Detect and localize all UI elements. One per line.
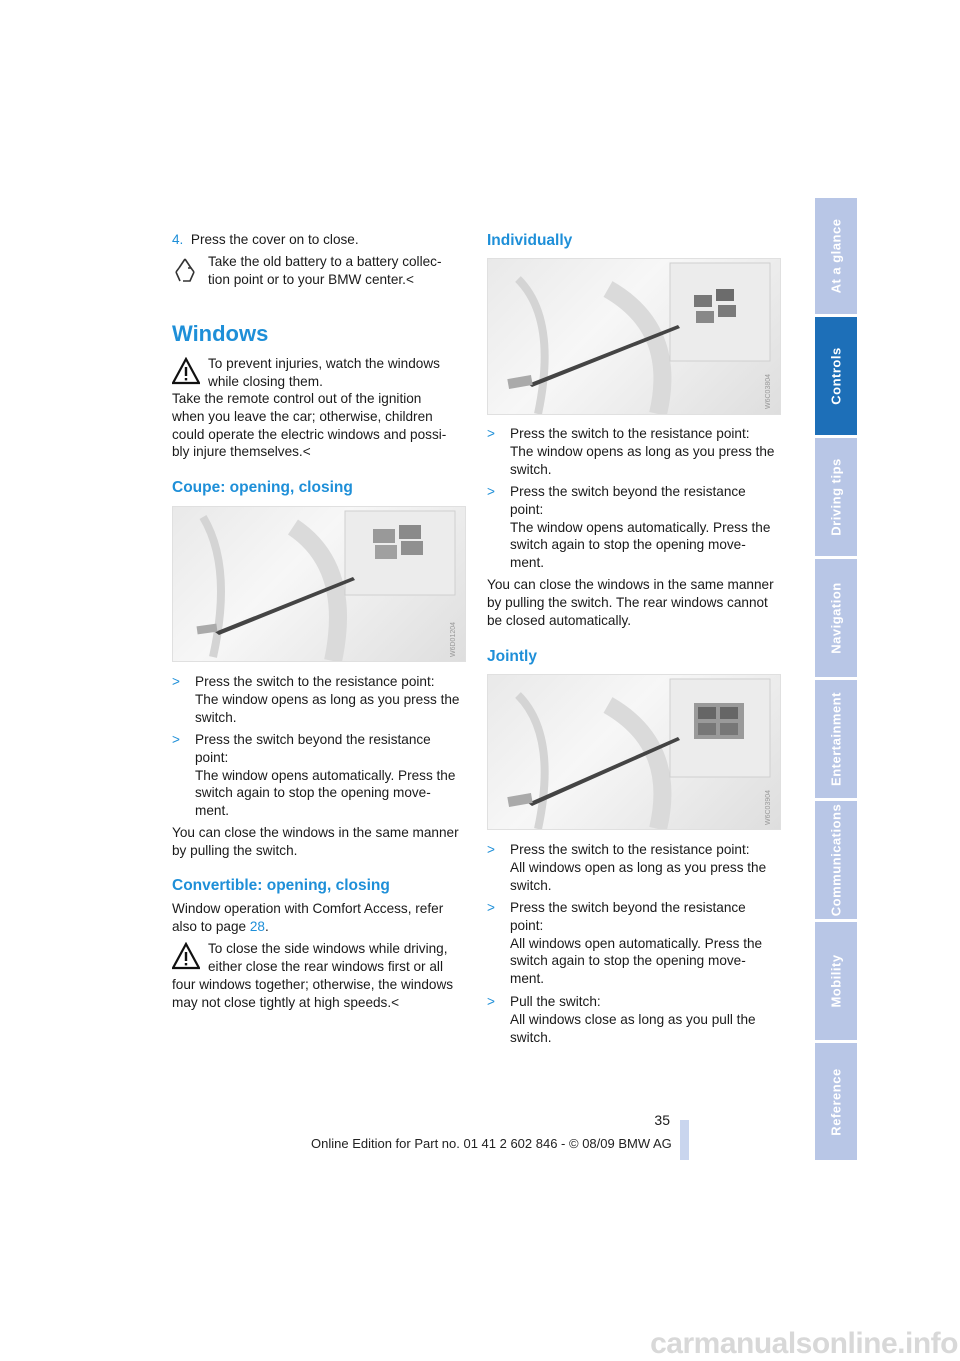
tab-entertainment[interactable]: Entertainment <box>815 680 857 798</box>
tab-at-a-glance[interactable]: At a glance <box>815 198 857 314</box>
coupe-bullet-1: > Press the switch to the resistance point: The window opens as long as you press the switch. <box>172 674 460 725</box>
footer-text: Online Edition for Part no. 01 41 2 602 846 - © 08/09 BMW AG <box>311 1136 672 1151</box>
individually-switch-photo <box>487 258 781 415</box>
warning-icon <box>172 942 200 970</box>
coupe-bullet-2: > Press the switch beyond the resistance point: The window opens automatically. Press the switch again to stop the opening move- ment. <box>172 732 456 819</box>
image-code: W6C03904 <box>765 789 772 825</box>
convertible-text: Window operation with Comfort Access, refer also to page 28. <box>172 901 444 934</box>
page-number: 35 <box>654 1112 670 1128</box>
watermark: carmanualsonline.info <box>650 1327 958 1360</box>
page-link[interactable]: 28 <box>249 918 265 934</box>
recycle-note: Take the old battery to a battery collec- tion point or to your BMW center.< <box>208 254 442 287</box>
image-code: W6C03804 <box>765 373 772 409</box>
coupe-close-note: You can close the windows in the same manner by pulling the switch. <box>172 825 459 858</box>
warning-2-body: four windows together; otherwise, the windows may not close tightly at high speeds.< <box>172 977 454 1010</box>
coupe-heading: Coupe: opening, closing <box>172 479 353 496</box>
coupe-window-switch-photo <box>172 506 466 662</box>
windows-heading: Windows <box>172 321 269 346</box>
image-code: W6D01204 <box>450 621 457 657</box>
individually-heading: Individually <box>487 232 573 249</box>
jointly-bullet-3: > Pull the switch: All windows close as long as you pull the switch. <box>487 994 756 1045</box>
warning-2-head: To close the side windows while driving, either close the rear windows first or all <box>208 941 448 974</box>
jointly-heading: Jointly <box>487 648 537 665</box>
individually-close-note: You can close the windows in the same manner by pulling the switch. The rear windows cannot be closed automatically. <box>487 577 774 628</box>
step-4: 4. Press the cover on to close. <box>172 232 359 247</box>
page-marker <box>680 1120 689 1160</box>
jointly-bullet-2: > Press the switch beyond the resistance point: All windows open automatically. Press the switch again to stop the opening move- ment. <box>487 900 763 987</box>
jointly-switch-photo <box>487 674 781 830</box>
individually-bullet-1: > Press the switch to the resistance point: The window opens as long as you press the switch. <box>487 426 775 477</box>
individually-bullet-2: > Press the switch beyond the resistance point: The window opens automatically. Press the switch again to stop the opening move- ment. <box>487 484 771 571</box>
warning-1-body: Take the remote control out of the ignition when you leave the car; otherwise, children could operate the electric windows and possi- bly injure themselves.< <box>172 391 447 460</box>
tab-controls[interactable]: Controls <box>815 317 857 435</box>
tab-reference[interactable]: Reference <box>815 1043 857 1160</box>
tab-mobility[interactable]: Mobility <box>815 922 857 1040</box>
recycle-icon <box>172 256 198 286</box>
convertible-heading: Convertible: opening, closing <box>172 877 390 894</box>
tab-driving-tips[interactable]: Driving tips <box>815 438 857 556</box>
tab-communications[interactable]: Communications <box>815 801 857 919</box>
tab-navigation[interactable]: Navigation <box>815 559 857 677</box>
warning-icon <box>172 357 200 385</box>
warning-1-head: To prevent injuries, watch the windows while closing them. <box>208 356 440 389</box>
jointly-bullet-1: > Press the switch to the resistance point: All windows open as long as you press the switch. <box>487 842 767 893</box>
